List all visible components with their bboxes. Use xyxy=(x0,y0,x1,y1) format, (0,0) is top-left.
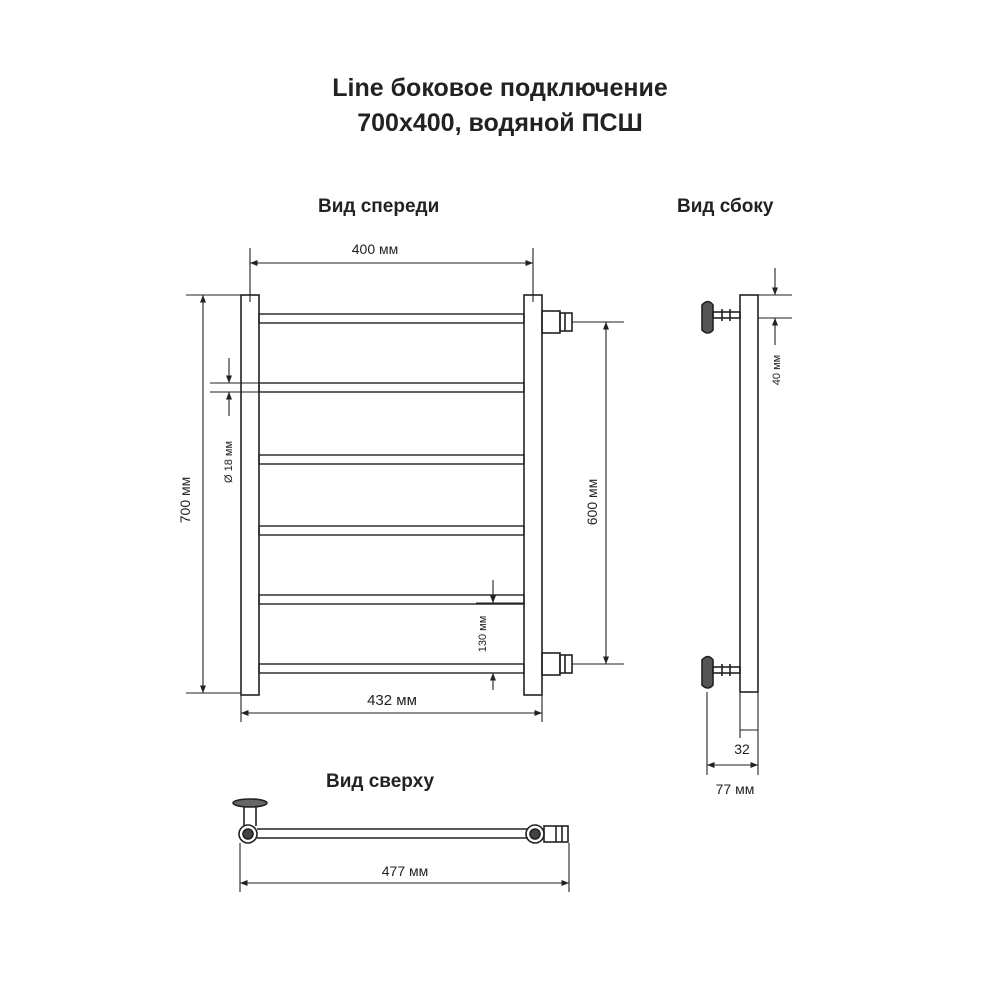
side-bottom-mount xyxy=(702,657,740,689)
dim-700-text: 700 мм xyxy=(177,476,193,524)
dim-477-text: 477 мм xyxy=(381,863,429,879)
side-view-label: Вид сбоку xyxy=(677,196,774,217)
front-view-label: Вид спереди xyxy=(318,196,440,217)
dim-40-text: 40 мм xyxy=(771,354,783,386)
rung-3 xyxy=(259,455,524,464)
bottom-fitting xyxy=(542,653,572,675)
dim-400-text: 400 мм xyxy=(351,241,399,257)
side-stile xyxy=(740,295,758,692)
rung-4 xyxy=(259,526,524,535)
front-view xyxy=(241,295,572,695)
dim-77-text: 77 мм xyxy=(715,781,755,797)
top-view-label: Вид сверху xyxy=(326,771,435,792)
rung-2 xyxy=(259,383,524,392)
dim-18-text: Ø 18 мм xyxy=(223,440,235,484)
rung-6 xyxy=(259,664,524,673)
side-top-mount xyxy=(702,302,740,334)
dim-32-text: 32 xyxy=(734,741,750,757)
top-wall-mount xyxy=(233,799,267,826)
side-view xyxy=(702,295,758,692)
rung-1 xyxy=(259,314,524,323)
left-stile xyxy=(241,295,259,695)
top-view xyxy=(233,799,568,843)
dim-600-text: 600 мм xyxy=(584,478,600,526)
top-fitting xyxy=(542,311,572,333)
dim-432-text: 432 мм xyxy=(367,692,417,709)
right-stile xyxy=(524,295,542,695)
title-line-2: 700х400, водяной ПСШ xyxy=(357,109,643,137)
title-line-1: Line боковое подключение xyxy=(332,74,668,102)
dim-130-text: 130 мм xyxy=(477,615,489,653)
